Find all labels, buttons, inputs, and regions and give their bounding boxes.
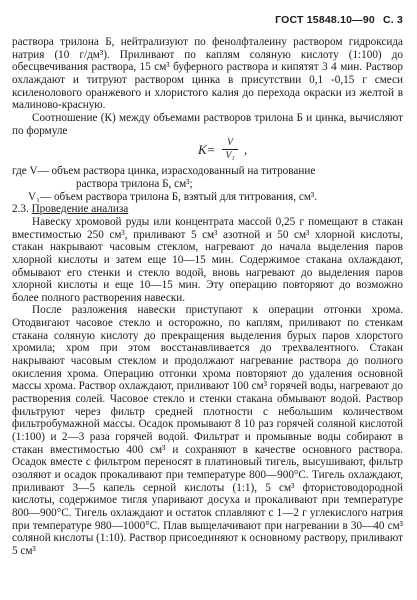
formula-lhs: K= xyxy=(198,142,216,158)
paragraph-sample-dissolution: Навеску хромовой руды или концентрата массой 0,25 г помещают в стакан вместимостью 250 см³, приливают 5 см³ азотной и 50 см³ хлорной кислоты, стакан накрывают часовым стеклом, нагревают до начала выделения паров хлорной кислоты и затем еще 10—15 мин. Содержимое стакана охлаждают, обмывают его стенки и стекло водой, вновь нагревают до выделения паров хлорной кислоты и еще 10—15 мин. Эту операцию повторяют до возможно более полного растворения навески. xyxy=(12,215,403,304)
page-number: С. 3 xyxy=(382,14,403,26)
formula-definitions xyxy=(12,165,403,203)
formula-fraction xyxy=(222,138,238,161)
definition-v: где V— объем раствора цинка, израсходованный на титрование xyxy=(12,165,316,178)
paragraph-continuation: раствора трилона Б, нейтрализуют по фенолфталеину раствором гидроксида натрия (10 г/дм³). Приливают по каплям соляную кислоту (1:100) до обесцвечивания раствора, 15 см³ буферного раствора и кипятят 3 4 мин. Раствор охлаждают и титруют раствором цинка в присутствии 0,1 -0,15 г смеси ксиленолового оранжевого и хлористого калия до перехода окраски из желтой в малиново-красную. xyxy=(12,36,403,112)
section-number: 2.3. xyxy=(12,203,29,216)
fraction-bar xyxy=(222,149,238,150)
ratio-formula xyxy=(12,138,403,164)
section-title: Проведение анализа xyxy=(31,203,129,216)
definition-v1: V₁— объем раствора трилона Б, взятый для титрования, см³. xyxy=(28,190,318,203)
standard-number: ГОСТ 15848.10—90 xyxy=(275,14,375,26)
formula-comma: , xyxy=(244,142,248,158)
formula-denominator: V₁ xyxy=(225,151,235,162)
formula-numerator: V xyxy=(227,138,233,149)
section-heading xyxy=(12,203,403,216)
document-body xyxy=(12,36,403,558)
definition-v-continued: раствора трилона Б, см³; xyxy=(76,177,193,190)
paragraph-ratio-intro: Соотношение (К) между объемами растворов трилона Б и цинка, вычисляют по формуле xyxy=(12,111,403,137)
paragraph-chromium-removal: После разложения навески приступают к операции отгонки хрома. Отодвигают часовое стекло и осторожно, по каплям, приливают по стенкам стакана соляную кислоту до прекращения выделения бурых паров хлорстого хромила; хром при этом восстанавливается до трехвалентного. Стакан накрывают часовым стеклом и продолжают нагревание раствора до полного окисления хрома. Операцию отгонки хрома повторяют до удаления основной массы хрома. Раствор охлаждают, приливают 100 см³ горячей воды, нагревают до растворения солей. Часовое стекло и стенки стакана обмывают водой. Раствор фильтруют через фильтр средней плотности с небольшим количеством фильтробумажной массы. Осадок промывают 8 10 раз горячей соляной кислотой (1:100) и 2—3 раза горячей водой. Фильтрат и промывные воды собирают в стакан вместимостью 400 см³ и сохраняют в качестве основного раствора. Осадок вместе с фильтром переносят в платиновый тигель, высушивают, фильтр озоляют и осадок прокаливают при температуре 800—900°С. Тигель охлаждают, приливают 3—5 капель серной кислоты (1:1), 5 см³ фтористоводородной кислоты, содержимое тигля упаривают досуха и прокаливают при температуре 800—900°С. Тигель охлаждают и остаток сплавляют с 1—2 г углекислого натрия при температуре 980—1000°С. Плав выщелачивают при нагревании в 30—40 см³ соляной кислоты (1:10). Раствор присоединяют к основному раствору, приливают 5 см³ xyxy=(12,304,403,557)
page-header xyxy=(275,14,403,26)
